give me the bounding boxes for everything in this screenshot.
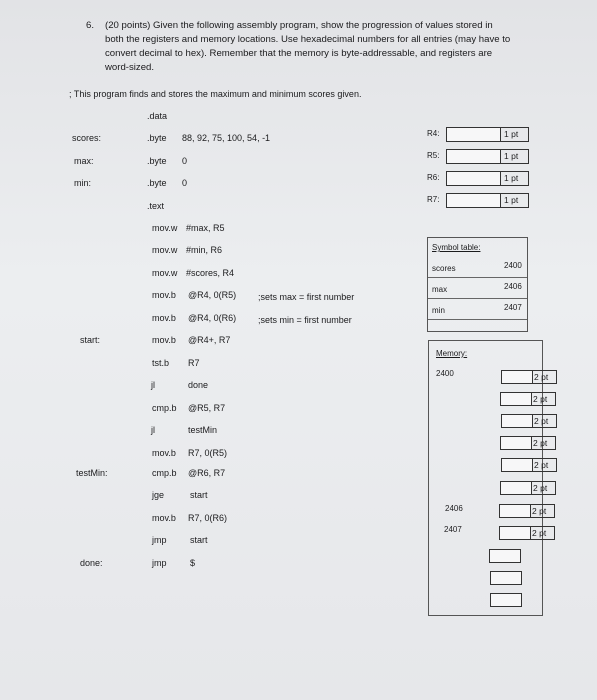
code-op: mov.b <box>152 335 176 345</box>
code-op: mov.b <box>152 290 176 300</box>
memory-addr-2400: 2400 <box>436 369 454 378</box>
code-op: mov.w <box>152 223 178 233</box>
question-line-1: (20 points) Given the following assembly program, show the progression of values stored in <box>105 20 493 31</box>
memory-cell <box>490 593 522 607</box>
register-value-box <box>446 171 501 186</box>
code-arg: R7 <box>188 358 200 368</box>
code-op: jl <box>151 380 155 390</box>
symbol-row-divider <box>428 298 527 299</box>
code-arg: @R4+, R7 <box>188 335 231 345</box>
code-arg: @R4, 0(R5) <box>188 290 237 300</box>
code-arg: testMin <box>188 425 218 435</box>
memory-points: 2 pt <box>531 481 556 495</box>
memory-cell <box>499 526 531 540</box>
register-points: 1 pt <box>501 127 529 142</box>
memory-points: 2 pt <box>531 436 556 450</box>
symbol-address: 2400 <box>504 261 522 270</box>
code-arg: #min, R6 <box>186 245 223 255</box>
code-op: jl <box>151 425 155 435</box>
question-line-3: convert decimal to hex). Remember that the memory is byte-addressable, and registers are <box>105 48 493 59</box>
code-arg: @R4, 0(R6) <box>188 313 237 323</box>
memory-points: 2 pt <box>531 392 556 406</box>
register-label: R6: <box>427 173 440 182</box>
symbol-address: 2407 <box>504 303 522 312</box>
memory-cell <box>500 481 532 495</box>
register-points: 1 pt <box>501 171 529 186</box>
memory-panel <box>428 340 549 616</box>
memory-addr-2406: 2406 <box>445 504 463 513</box>
symbol-address: 2406 <box>504 282 522 291</box>
symbol-row-divider <box>428 319 527 320</box>
code-arg: 0 <box>182 156 188 166</box>
question-number: 6. <box>86 20 95 31</box>
symbol-name: max <box>432 285 448 294</box>
code-op: .byte <box>147 156 167 166</box>
memory-title: Memory: <box>436 349 468 358</box>
question-line-4: word-sized. <box>105 62 155 73</box>
memory-points: 2 pt <box>530 526 555 540</box>
code-label: start: <box>80 335 101 345</box>
register-label: R7: <box>427 195 440 204</box>
program-comment: ; This program finds and stores the maximum and minimum scores given. <box>69 89 362 99</box>
register-label: R4: <box>427 129 440 138</box>
code-op: jmp <box>152 558 167 568</box>
code-op: mov.b <box>152 448 176 458</box>
code-arg: $ <box>190 558 196 568</box>
code-op: .byte <box>147 133 167 143</box>
register-value-box <box>446 149 501 164</box>
memory-points: 2 pt <box>532 458 557 472</box>
register-points: 1 pt <box>501 193 529 208</box>
memory-points: 2 pt <box>532 370 557 384</box>
code-op: jge <box>152 490 165 500</box>
memory-cell <box>489 549 521 563</box>
code-arg: R7, 0(R5) <box>188 448 228 458</box>
code-op: tst.b <box>152 358 170 368</box>
memory-cell <box>500 436 532 450</box>
code-op: cmp.b <box>152 403 177 413</box>
symbol-row-divider <box>428 277 527 278</box>
code-arg: @R6, R7 <box>188 468 226 478</box>
memory-cell <box>501 370 533 384</box>
memory-points: 2 pt <box>532 414 557 428</box>
code-arg: 88, 92, 75, 100, 54, -1 <box>182 133 271 143</box>
code-op: mov.b <box>152 513 176 523</box>
code-arg: @R5, R7 <box>188 403 226 413</box>
code-label: done: <box>80 558 103 568</box>
code-comment: ;sets min = first number <box>258 315 352 325</box>
memory-points: 2 pt <box>530 504 555 518</box>
code-arg: done <box>188 380 209 390</box>
code-op: mov.w <box>152 268 178 278</box>
code-arg: 0 <box>182 178 188 188</box>
register-value-box <box>446 193 501 208</box>
code-op: mov.b <box>152 313 176 323</box>
memory-cell <box>490 571 522 585</box>
memory-cell <box>499 504 531 518</box>
code-op: mov.w <box>152 245 178 255</box>
memory-cell <box>500 392 532 406</box>
code-label: min: <box>74 178 92 188</box>
question-line-2: both the registers and memory locations. Use hexadecimal numbers for all entries (may have to <box>105 34 511 45</box>
symbol-table <box>427 237 528 332</box>
code-op: .text <box>147 201 165 211</box>
symbol-table-title: Symbol table: <box>432 243 481 252</box>
register-points: 1 pt <box>501 149 529 164</box>
memory-cell <box>501 458 533 472</box>
code-arg: #max, R5 <box>186 223 225 233</box>
symbol-name: scores <box>432 264 456 273</box>
code-arg: start <box>190 535 208 545</box>
code-label: scores: <box>72 133 102 143</box>
code-op: jmp <box>152 535 167 545</box>
register-value-box <box>446 127 501 142</box>
code-comment: ;sets max = first number <box>258 292 355 302</box>
code-arg: start <box>190 490 208 500</box>
memory-cell <box>501 414 533 428</box>
code-arg: R7, 0(R6) <box>188 513 228 523</box>
code-label: max: <box>74 156 94 166</box>
code-op: .byte <box>147 178 167 188</box>
memory-addr-2407: 2407 <box>444 525 462 534</box>
register-label: R5: <box>427 151 440 160</box>
symbol-name: min <box>432 306 445 315</box>
code-arg: #scores, R4 <box>186 268 235 278</box>
code-op: .data <box>147 111 168 121</box>
code-op: cmp.b <box>152 468 177 478</box>
code-label: testMin: <box>76 468 108 478</box>
